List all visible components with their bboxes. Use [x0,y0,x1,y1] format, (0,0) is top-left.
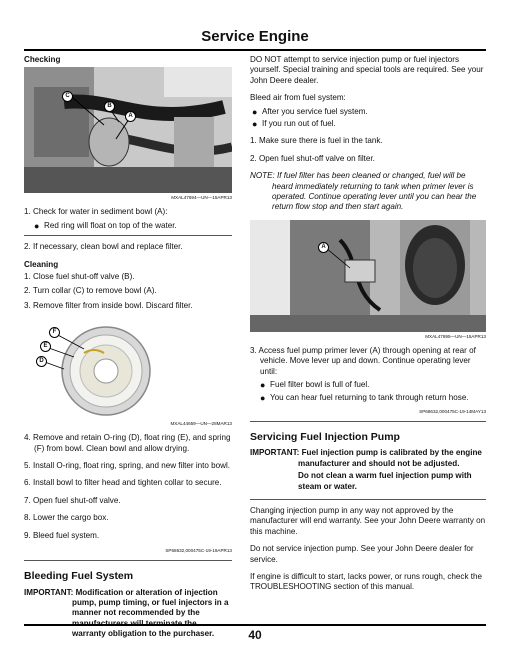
important-notice: IMPORTANT: Modification or alteration of injection pump, pump timing, or fuel injectors in a manner not recommended by the manufacturers will terminate the warranty obligation to the purchaser. [24,587,229,639]
footer-rule [24,624,486,626]
step-8: 8. Lower the cargo box. [24,513,109,523]
step-6: 6. Install bowl to filter head and tighten collar to secure. [24,478,222,488]
image-reference: MXAL47695—UN—15APR13 [425,333,486,339]
page-number: 40 [248,628,262,642]
fuel-bowl-photo [24,323,232,419]
bleed-step-2: 2. Open fuel shut-off valve on filter. [250,153,375,163]
callout-a: A [125,111,136,122]
callout-e: E [40,341,51,352]
bleeding-heading: Bleeding Fuel System [24,570,134,583]
callout-c: C [62,91,73,102]
header-rule [24,49,486,51]
clean-step: 1. Close fuel shut-off valve (B). [24,272,135,282]
divider [250,421,486,422]
bullet-item: ● Fuel filter bowl is full of fuel. [260,380,370,391]
primer-lever-photo [250,220,486,332]
note-paragraph: NOTE: If fuel filter has been cleaned or changed, fuel will be heard immediately returning to tank when primer lever is operated. Continue operating lever until you can hear the return flow stop and then start again. [250,171,477,212]
bullet-item: ● If you run out of fuel. [252,119,336,130]
callout-b: B [104,101,115,112]
bullet-item: ● After you service fuel system. [252,106,368,117]
bullet-item: ● Red ring will float on top of the water. [34,220,177,231]
cleaning-heading: Cleaning [24,259,59,269]
important-notice: IMPORTANT: Fuel injection pump is calibrated by the engine manufacturer and should not be adjusted. [250,448,482,468]
divider [24,560,232,561]
callout-d: D [36,356,47,367]
image-reference: MXAL47694—UN—15APR13 [171,195,232,201]
page-title: Service Engine [201,28,309,45]
servicing-heading: Servicing Fuel Injection Pump [250,430,400,443]
sediment-bowl-photo [24,67,232,193]
clean-step: 3. Remove filter from inside bowl. Discard filter. [24,300,193,310]
warning-paragraph: DO NOT attempt to service injection pump or fuel injectors yourself. Special training and special tools are required. See your John Deere dealer. [250,55,484,85]
checking-heading: Checking [24,55,61,64]
section-reference: SP68632,000475C-19-14MAY13 [419,408,486,414]
step-4: 4. Remove and retain O-ring (D), float ring (E), and spring (F) from bowl. Clean bowl and allow drying. [24,433,231,453]
left-column [24,55,232,647]
bullet-item: ● You can hear fuel returning to tank through return hose. [260,392,469,403]
clean-step: 2. Turn collar (C) to remove bowl (A). [24,286,157,296]
image-reference: MXAL44659—UN—28MAR13 [170,421,232,427]
bleed-step-3: 3. Access fuel pump primer lever (A) through opening at rear of vehicle. Move lever up and down. Continue operating lever until: [250,345,476,376]
right-column [250,55,486,600]
bleed-intro: Bleed air from fuel system: [250,93,346,103]
primer-lever-graphic [250,220,486,332]
divider [24,235,232,236]
step-9: 9. Bleed fuel system. [24,530,100,540]
warranty-paragraph: Changing injection pump in any way not approved by the manufacturer will end warranty. See your John Deere warranty on this machine. [250,505,486,536]
callout-a: A [318,242,329,253]
troubleshooting-paragraph: If engine is difficult to start, lacks power, or runs rough, check the TROUBLESHOOTING section of this manual. [250,571,482,592]
section-reference: SP68632,000475C-19-19APR13 [165,548,232,554]
engine-photo-graphic [24,67,232,193]
callout-f: F [49,327,60,338]
bleed-step-1: 1. Make sure there is fuel in the tank. [250,136,383,146]
step-7: 7. Open fuel shut-off valve. [24,495,121,505]
divider [250,499,486,500]
step-5: 5. Install O-ring, float ring, spring, and new filter into bowl. [24,461,231,471]
step-1: 1. Check for water in sediment bowl (A): [24,207,168,217]
dealer-paragraph: Do not service injection pump. See your John Deere dealer for service. [250,544,474,564]
step-2: 2. If necessary, clean bowl and replace filter. [24,242,183,252]
important-notice-continued: Do not clean a warm fuel injection pump with steam or water. [298,471,472,491]
